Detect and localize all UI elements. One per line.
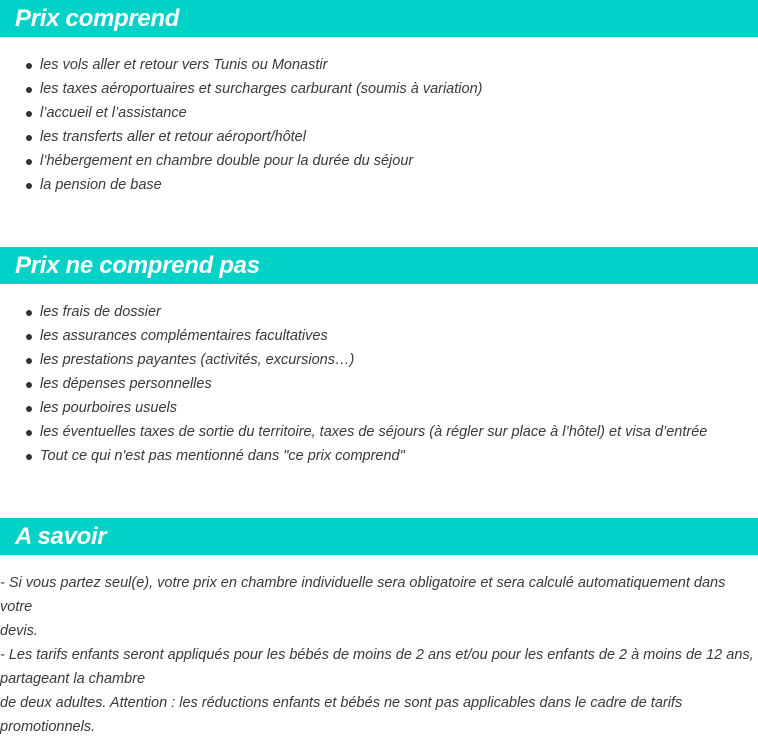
list-item: les dépenses personnelles: [0, 372, 758, 396]
list-item: les éventuelles taxes de sortie du territoire, taxes de séjours (à régler sur place à l’hôtel) et visa d’entrée: [0, 420, 758, 444]
bullet-icon: [26, 111, 32, 117]
bullet-icon: [26, 358, 32, 364]
info-line: de deux adultes. Attention : les réductions enfants et bébés ne sont pas applicables dans le cadre de tarifs promotionnels.: [0, 695, 683, 735]
bullet-icon: [26, 310, 32, 316]
info-line: devis.: [0, 623, 38, 639]
list-item: les assurances complémentaires facultatives: [0, 324, 758, 348]
bullet-icon: [26, 406, 32, 412]
list-item: l’hébergement en chambre double pour la durée du séjour: [0, 149, 758, 173]
list-item: les vols aller et retour vers Tunis ou Monastir: [0, 53, 758, 77]
list-item: Tout ce qui n'est pas mentionné dans "ce prix comprend": [0, 444, 758, 468]
section-good-to-know: [0, 518, 758, 739]
list-item: les taxes aéroportuaires et surcharges carburant (soumis à variation): [0, 77, 758, 101]
info-line: - Si vous partez seul(e), votre prix en chambre individuelle sera obligatoire et sera calculé automatiquement dans votre: [0, 575, 726, 615]
bullet-icon: [26, 63, 32, 69]
list-item: l’accueil et l’assistance: [0, 101, 758, 125]
excluded-list: [0, 284, 758, 482]
list-item: les frais de dossier: [0, 300, 758, 324]
section-title: A savoir: [15, 522, 107, 550]
bullet-icon: [26, 135, 32, 141]
list-item: les pourboires usuels: [0, 396, 758, 420]
bullet-icon: [26, 159, 32, 165]
list-item: les prestations payantes (activités, excursions…): [0, 348, 758, 372]
section-price-excludes: [0, 247, 758, 518]
bullet-icon: [26, 430, 32, 436]
bullet-icon: [26, 87, 32, 93]
bullet-icon: [26, 334, 32, 340]
bullet-icon: [26, 382, 32, 388]
section-header: [0, 247, 758, 284]
list-item: la pension de base: [0, 173, 758, 197]
bullet-icon: [26, 454, 32, 460]
section-title: Prix comprend: [15, 4, 180, 32]
list-item: les transferts aller et retour aéroport/hôtel: [0, 125, 758, 149]
info-text: [0, 555, 758, 739]
included-list: [0, 37, 758, 211]
bullet-icon: [26, 183, 32, 189]
section-price-includes: [0, 0, 758, 247]
info-line: partageant la chambre: [0, 671, 146, 687]
section-title: Prix ne comprend pas: [15, 251, 260, 279]
section-header: [0, 518, 758, 555]
info-line: - Les tarifs enfants seront appliqués pour les bébés de moins de 2 ans et/ou pour les enfants de 2 à moins de 12 ans,: [0, 647, 754, 663]
section-header: [0, 0, 758, 37]
